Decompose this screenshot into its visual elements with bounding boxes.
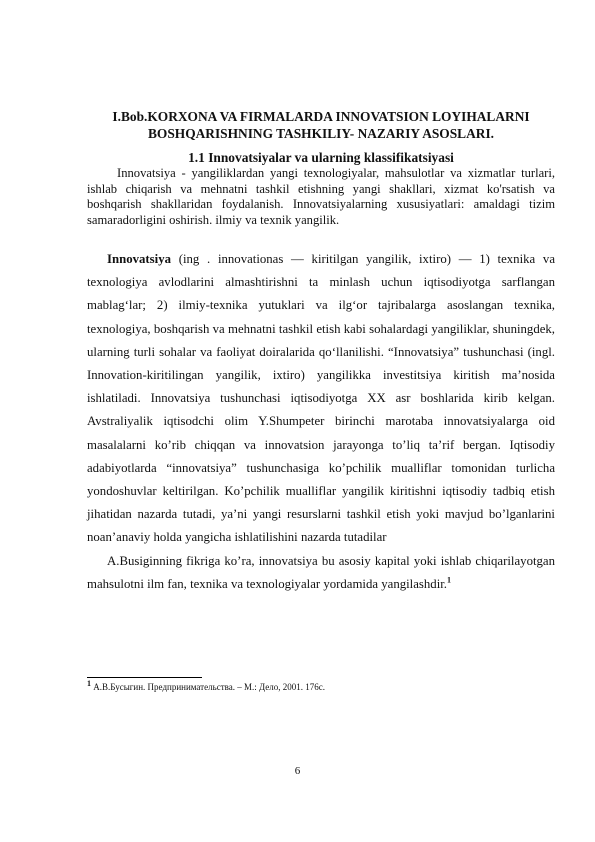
paragraph-busygin bbox=[87, 550, 555, 596]
paragraph-definition bbox=[87, 248, 555, 550]
body-text bbox=[87, 248, 555, 596]
footnote-reference[interactable]: 1 bbox=[447, 575, 452, 585]
footnote-divider bbox=[87, 677, 202, 678]
footnote bbox=[87, 679, 325, 693]
page-number: 6 bbox=[294, 765, 301, 777]
busygin-text: A.Busiginning fikriga ko’ra, innovatsiya bu asosiy kapital yoki ishlab chiqarilayotgan mahsulotni ilm fan, texnika va texnologiyalar yordamida yangilashdir. bbox=[87, 553, 555, 591]
intro-text: Innovatsiya - yangiliklardan yangi texnologiyalar, mahsulotlar va xizmatlar turlari, ishlab chiqarish va mehnatni tashkil etishning yangi shakllari, xizmat ko'rsatish va boshqarish shakllaridan foydalanish. Innovatsiyalarning xususiyatlari: amaldagi tizim samaradorligini oshirish. ilmiy va texnik yangilik. bbox=[87, 166, 555, 227]
footnote-text: А.В.Бусыгин. Предпринимательства. – М.: Дело, 2001. 176с. bbox=[91, 682, 325, 692]
definition-text: (ing . innovationas — kiritilgan yangilik, ixtiro) — 1) texnika va texnologiya avlodlarini almashtirishni ta minlash uchun iqtisodiyotga sarflangan mablag‘lar; 2) ilmiy-texnika yutuklari va ilg‘or tajribalarga asoslangan texnika, texnologiya, boshqarish va mehnatni tashkil etish kabi sohalardagi yangiliklar, shuningdek, ularning turli sohalar va faoliyat doiralarida qo‘llanilishi. “Innovatsiya” tushunchasi (ingl. Innovation-kiritilingan yangilik, ixtiro) yangilikka investitsiya kiritish ma’nosida ishlatiladi. Innovatsiya tushunchasi iqtisodiyotga XX asr boshlarida kirib kelgan. Avstraliyalik iqtisodchi olim Y.Shumpeter birinchi marotaba innovatsiyalarga oid masalalarni ko’rib chiqqan va innovatsion jarayonga to’liq ta’rif bergan. Iqtisodiy adabiyotlarda “innovatsiya” tushunchasiga ko’pchilik mualliflar tomonidan turlicha yondoshuvlar keltirilgan. Ko’pchilik mualliflar yangilik kiritishni iqtisodiy tadbiq etish jihatidan nazarda tutadi, ya’ni yangi resurslarni tashkil etish yoki mavjud bo’lganlarini noan’anaviy holda yangicha ishlatilishini nazarda tutadilar bbox=[87, 252, 555, 545]
chapter-title: I.Bob.KORXONA VA FIRMALARDA INNOVATSION LOYIHALARNI BOSHQARISHNING TASHKILIY- NAZARIY ASOSLARI. bbox=[112, 109, 530, 141]
section-title: 1.1 Innovatsiyalar va ularning klassifikatsiyasi bbox=[188, 150, 454, 165]
intro-paragraph bbox=[87, 166, 555, 228]
footnote-mark: 1 bbox=[87, 679, 91, 688]
term-innovatsiya: Innovatsiya bbox=[107, 252, 172, 266]
